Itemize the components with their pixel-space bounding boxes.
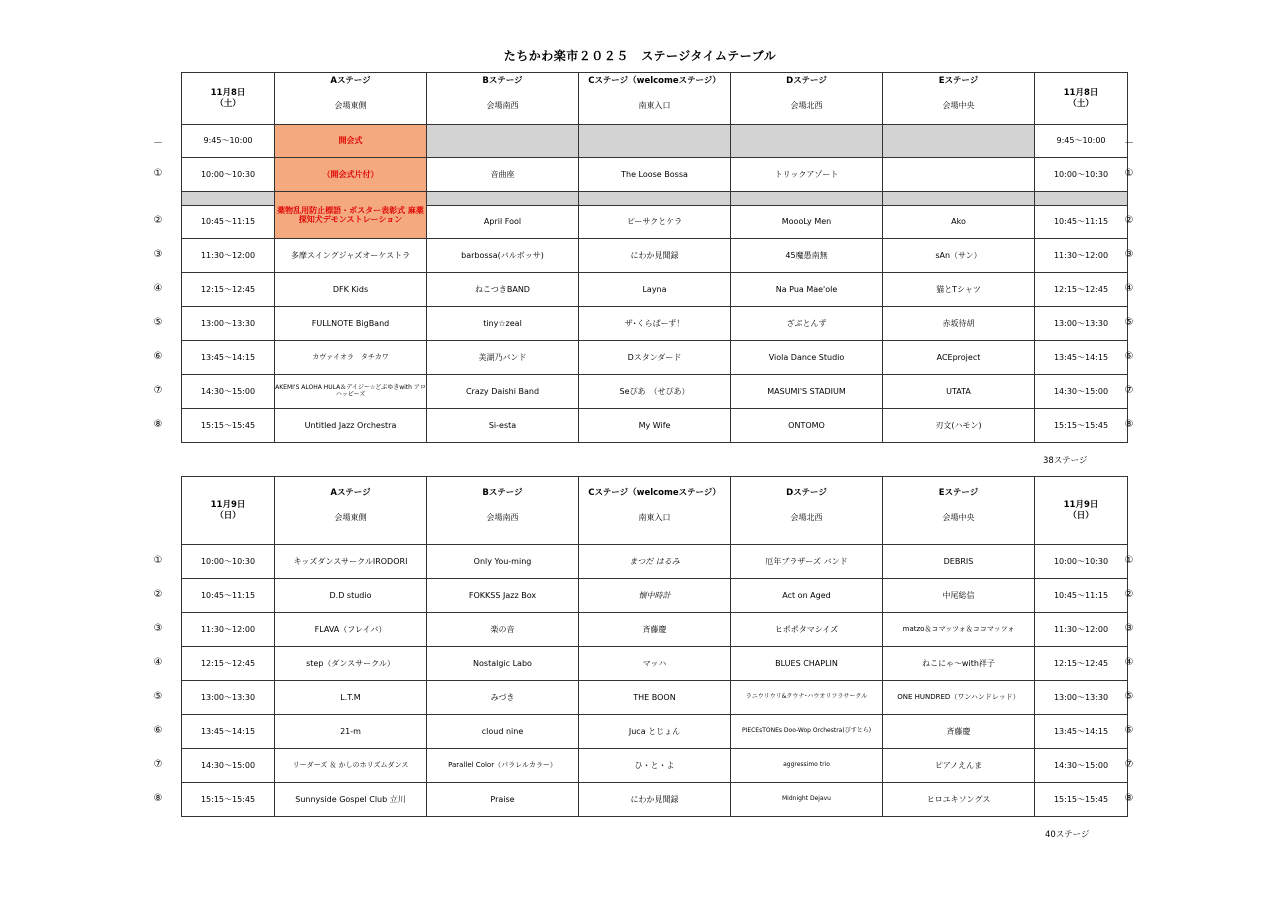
performer-cell: April Fool [427, 206, 579, 239]
performer-cell: Parallel Color（パラレルカラー） [427, 749, 579, 783]
time-cell: 10:45～11:15 [1035, 206, 1128, 239]
performer-cell: ねこにゃ～with祥子 [883, 647, 1035, 681]
row-marker: ① [153, 168, 163, 179]
performer-cell: aggressimo trio [731, 749, 883, 783]
performer-cell: ザ･くらぱーず！ [579, 307, 731, 341]
time-cell: 15:15～15:45 [1035, 409, 1128, 443]
performer-cell: 懐中時計 [579, 579, 731, 613]
time-cell: 10:45～11:15 [182, 579, 275, 613]
performer-cell: THE BOON [579, 681, 731, 715]
day-label: 11月9日 [210, 500, 246, 511]
row-marker: ⑧ [153, 793, 163, 804]
performer-cell: ACEproject [883, 341, 1035, 375]
time-cell: 10:00～10:30 [182, 158, 275, 192]
performer-cell: 21-m [275, 715, 427, 749]
time-cell: 10:45～11:15 [182, 206, 275, 239]
stage-d-header [731, 73, 883, 125]
time-cell: 13:00～13:30 [182, 681, 275, 715]
day-header-right [1035, 477, 1128, 545]
stage-a-header [275, 477, 427, 545]
performer-cell: Sunnyside Gospel Club 立川 [275, 783, 427, 817]
time-cell: 10:00～10:30 [182, 545, 275, 579]
performer-cell: Crazy Daishi Band [427, 375, 579, 409]
table-row [182, 715, 1128, 749]
stage-location: 会場中央 [942, 100, 975, 110]
performer-cell: Viola Dance Studio [731, 341, 883, 375]
performer-cell: L.T.M [275, 681, 427, 715]
row-marker: ① [153, 555, 163, 566]
break-row [182, 192, 1128, 206]
stage-name: Bステージ [482, 76, 523, 87]
day1-timetable [181, 72, 1128, 443]
performer-cell: 楽の音 [427, 613, 579, 647]
stage-location: 南東入口 [638, 512, 671, 522]
day-header-right [1035, 73, 1128, 125]
performer-cell: barbossa(バルボッサ) [427, 239, 579, 273]
row-marker: ⑦ [1124, 385, 1134, 396]
time-cell: 14:30～15:00 [1035, 749, 1128, 783]
time-cell: 10:45～11:15 [1035, 579, 1128, 613]
row-marker: ⑥ [1124, 351, 1134, 362]
stage-name: Bステージ [482, 488, 523, 499]
table-row [182, 613, 1128, 647]
time-cell: 13:45～14:15 [1035, 341, 1128, 375]
performer-cell: 斉藤慶 [579, 613, 731, 647]
row-marker: － [153, 138, 163, 149]
performer-cell: リーダーズ ＆ かしのホリズムダンス [275, 749, 427, 783]
break-cell [579, 192, 731, 206]
stage-location: 会場北西 [790, 512, 823, 522]
time-cell: 13:00～13:30 [1035, 307, 1128, 341]
break-cell [182, 192, 275, 206]
table-row [182, 545, 1128, 579]
performer-cell: FULLNOTE BigBand [275, 307, 427, 341]
performer-cell: ONE HUNDRED（ワンハンドレッド） [883, 681, 1035, 715]
table-row [182, 158, 1128, 192]
row-marker: ③ [153, 623, 163, 634]
performer-cell: Dスタンダード [579, 341, 731, 375]
performer-cell: FLAVA（フレイバ） [275, 613, 427, 647]
time-cell: 12:15～12:45 [1035, 647, 1128, 681]
performer-cell: matzo＆コマッツォ＆ココマッツォ [883, 613, 1035, 647]
row-marker: ⑥ [1124, 725, 1134, 736]
day2-timetable [181, 476, 1128, 817]
table-row [182, 681, 1128, 715]
stage-c-header [579, 477, 731, 545]
time-cell: 13:45～14:15 [182, 341, 275, 375]
stage-name: Eステージ [938, 76, 979, 87]
time-cell: 9:45～10:00 [1035, 125, 1128, 158]
stage-location: 会場中央 [942, 512, 975, 522]
performer-cell: Only You-ming [427, 545, 579, 579]
page-title: たちかわ楽市２０２５ ステージタイムテーブル [503, 49, 777, 63]
performer-cell: Si-esta [427, 409, 579, 443]
time-cell: 12:15～12:45 [182, 647, 275, 681]
row-marker: ⑧ [153, 419, 163, 430]
time-cell: 11:30～12:00 [182, 613, 275, 647]
performer-cell: 猫とTシャツ [883, 273, 1035, 307]
performer-cell: トリックアゾート [731, 158, 883, 192]
table-row [182, 273, 1128, 307]
table-row [182, 647, 1128, 681]
row-marker: ④ [1124, 283, 1134, 294]
weekday-label: （日） [1068, 510, 1094, 521]
performer-cell: Na Pua Mae'ole [731, 273, 883, 307]
table-row [182, 375, 1128, 409]
weekday-label: （土） [1068, 98, 1094, 109]
weekday-label: （土） [215, 98, 241, 109]
performer-cell: DEBRIS [883, 545, 1035, 579]
row-marker: ⑤ [153, 317, 163, 328]
time-cell: 12:15～12:45 [182, 273, 275, 307]
table-row [182, 239, 1128, 273]
time-cell: 15:15～15:45 [1035, 783, 1128, 817]
performer-cell: UTATA [883, 375, 1035, 409]
stage-name: Cステージ（welcomeステージ） [588, 76, 721, 87]
header-row [182, 477, 1128, 545]
performer-cell: Praise [427, 783, 579, 817]
performer-cell: ONTOMO [731, 409, 883, 443]
performer-cell: Nostalgic Labo [427, 647, 579, 681]
performer-cell: にわか見聞録 [579, 239, 731, 273]
table-row [182, 579, 1128, 613]
performer-cell: ねこつきBAND [427, 273, 579, 307]
row-marker: ⑦ [1124, 759, 1134, 770]
stage-e-header [883, 73, 1035, 125]
closed-cell [427, 125, 579, 158]
performer-cell: My Wife [579, 409, 731, 443]
row-marker: ⑦ [153, 759, 163, 770]
day-header-left [182, 477, 275, 545]
break-cell [883, 192, 1035, 206]
performer-cell: 美湖乃バンド [427, 341, 579, 375]
performer-cell: ひ・と・よ [579, 749, 731, 783]
header-row [182, 73, 1128, 125]
row-marker: ② [1124, 589, 1134, 600]
performer-cell: キッズダンスサークルIRODORI [275, 545, 427, 579]
closed-cell [579, 125, 731, 158]
performer-cell: step（ダンスサークル） [275, 647, 427, 681]
row-marker: ③ [1124, 249, 1134, 260]
break-cell [427, 192, 579, 206]
weekday-label: （日） [215, 510, 241, 521]
time-cell: 14:30～15:00 [182, 749, 275, 783]
time-cell: 13:00～13:30 [1035, 681, 1128, 715]
performer-cell: ざぶとんず [731, 307, 883, 341]
stage-location: 会場東側 [334, 512, 367, 522]
stage-e-header [883, 477, 1035, 545]
row-marker: ② [153, 215, 163, 226]
stage-count: 40ステージ [1045, 830, 1090, 840]
performer-cell: Layna [579, 273, 731, 307]
performer-cell: Seぴあ （せぴあ） [579, 375, 731, 409]
performer-cell: AKEMI'S ALOHA HULA＆デイジー☆どぶゆきwith アロハッピーズ [275, 375, 427, 409]
performer-cell: Midnight Dejavu [731, 783, 883, 817]
performer-cell: 薬物乱用防止標語・ポスター表彰式 麻薬探知犬デモンストレーション [275, 192, 427, 239]
performer-cell: Juca とじょん [579, 715, 731, 749]
closed-cell [731, 125, 883, 158]
stage-location: 会場南西 [486, 512, 519, 522]
stage-name: Dステージ [786, 76, 827, 87]
row-marker: ④ [153, 283, 163, 294]
time-cell: 11:30～12:00 [1035, 239, 1128, 273]
stage-b-header [427, 477, 579, 545]
table-row [182, 749, 1128, 783]
row-marker: ⑦ [153, 385, 163, 396]
time-cell: 15:15～15:45 [182, 783, 275, 817]
time-cell: 10:00～10:30 [1035, 545, 1128, 579]
performer-cell: 45魔愚南無 [731, 239, 883, 273]
time-cell: 11:30～12:00 [1035, 613, 1128, 647]
performer-cell: DFK Kids [275, 273, 427, 307]
performer-cell: D.D studio [275, 579, 427, 613]
row-marker: ⑥ [153, 725, 163, 736]
performer-cell: ラニウリウリ&クウナ･ハウオリフラサークル [731, 681, 883, 715]
performer-cell: マッハ [579, 647, 731, 681]
stage-location: 会場東側 [334, 100, 367, 110]
stage-d-header [731, 477, 883, 545]
performer-cell: Ako [883, 206, 1035, 239]
table-row [182, 125, 1128, 158]
row-marker: ① [1124, 555, 1134, 566]
stage-location: 会場南西 [486, 100, 519, 110]
row-marker: ⑤ [1124, 317, 1134, 328]
performer-cell: tiny☆zeal [427, 307, 579, 341]
break-cell [1035, 192, 1128, 206]
performer-cell: BLUES CHAPLIN [731, 647, 883, 681]
performer-cell: カヴァイオラ タチカワ [275, 341, 427, 375]
performer-cell: 厄年ブラザーズ バンド [731, 545, 883, 579]
performer-cell: （開会式片付） [275, 158, 427, 192]
performer-cell [883, 158, 1035, 192]
performer-cell: 斉藤慶 [883, 715, 1035, 749]
performer-cell: Act on Aged [731, 579, 883, 613]
performer-cell: ピアノえんま [883, 749, 1035, 783]
row-marker: ⑧ [1124, 793, 1134, 804]
stage-count: 38ステージ [1043, 456, 1088, 466]
break-cell [731, 192, 883, 206]
performer-cell: MoooLy Men [731, 206, 883, 239]
performer-cell: Untitled Jazz Orchestra [275, 409, 427, 443]
table-row [182, 409, 1128, 443]
row-marker: ③ [153, 249, 163, 260]
row-marker: ② [1124, 215, 1134, 226]
time-cell: 15:15～15:45 [182, 409, 275, 443]
time-cell: 10:00～10:30 [1035, 158, 1128, 192]
stage-name: Eステージ [938, 488, 979, 499]
table-row [182, 341, 1128, 375]
time-cell: 13:45～14:15 [1035, 715, 1128, 749]
performer-cell: 多摩スイングジャズオーケストラ [275, 239, 427, 273]
performer-cell: 中尾総信 [883, 579, 1035, 613]
stage-name: Aステージ [330, 76, 371, 87]
time-cell: 14:30～15:00 [182, 375, 275, 409]
stage-location: 南東入口 [638, 100, 671, 110]
stage-name: Dステージ [786, 488, 827, 499]
performer-cell: にわか見聞録 [579, 783, 731, 817]
time-cell: 9:45～10:00 [182, 125, 275, 158]
day-header-left [182, 73, 275, 125]
row-marker: ① [1124, 168, 1134, 179]
stage-location: 会場北西 [790, 100, 823, 110]
row-marker: ⑥ [153, 351, 163, 362]
performer-cell: ヒポポタマシイズ [731, 613, 883, 647]
row-marker: ④ [1124, 657, 1134, 668]
time-cell: 13:00～13:30 [182, 307, 275, 341]
performer-cell: みづき [427, 681, 579, 715]
performer-cell: The Loose Bossa [579, 158, 731, 192]
closed-cell [883, 125, 1035, 158]
performer-cell: cloud nine [427, 715, 579, 749]
performer-cell: ピーサクとケラ [579, 206, 731, 239]
day-label: 11月8日 [1063, 88, 1099, 99]
time-cell: 13:45～14:15 [182, 715, 275, 749]
time-cell: 14:30～15:00 [1035, 375, 1128, 409]
row-marker: ② [153, 589, 163, 600]
stage-name: Aステージ [330, 488, 371, 499]
performer-cell: FOKKSS Jazz Box [427, 579, 579, 613]
stage-b-header [427, 73, 579, 125]
day-label: 11月9日 [1063, 500, 1099, 511]
time-cell: 11:30～12:00 [182, 239, 275, 273]
row-marker: ④ [153, 657, 163, 668]
performer-cell: sAn（サン） [883, 239, 1035, 273]
table-row [182, 783, 1128, 817]
row-marker: ⑤ [153, 691, 163, 702]
performer-cell: ヒロユキソングス [883, 783, 1035, 817]
performer-cell: 赤坂待胡 [883, 307, 1035, 341]
time-cell: 12:15～12:45 [1035, 273, 1128, 307]
performer-cell: 開会式 [275, 125, 427, 158]
performer-cell: 音曲座 [427, 158, 579, 192]
stage-c-header [579, 73, 731, 125]
table-row [182, 307, 1128, 341]
stage-name: Cステージ（welcomeステージ） [588, 488, 721, 499]
performer-cell: 刃文(ハモン) [883, 409, 1035, 443]
day-label: 11月8日 [210, 88, 246, 99]
row-marker: ⑧ [1124, 419, 1134, 430]
performer-cell: MASUMI'S STADIUM [731, 375, 883, 409]
performer-cell: PIECEsTONEs Doo-Wop Orchestra(ぴすとら) [731, 715, 883, 749]
row-marker: － [1124, 138, 1134, 149]
performer-cell: まつだ はるみ [579, 545, 731, 579]
stage-a-header [275, 73, 427, 125]
row-marker: ⑤ [1124, 691, 1134, 702]
row-marker: ③ [1124, 623, 1134, 634]
